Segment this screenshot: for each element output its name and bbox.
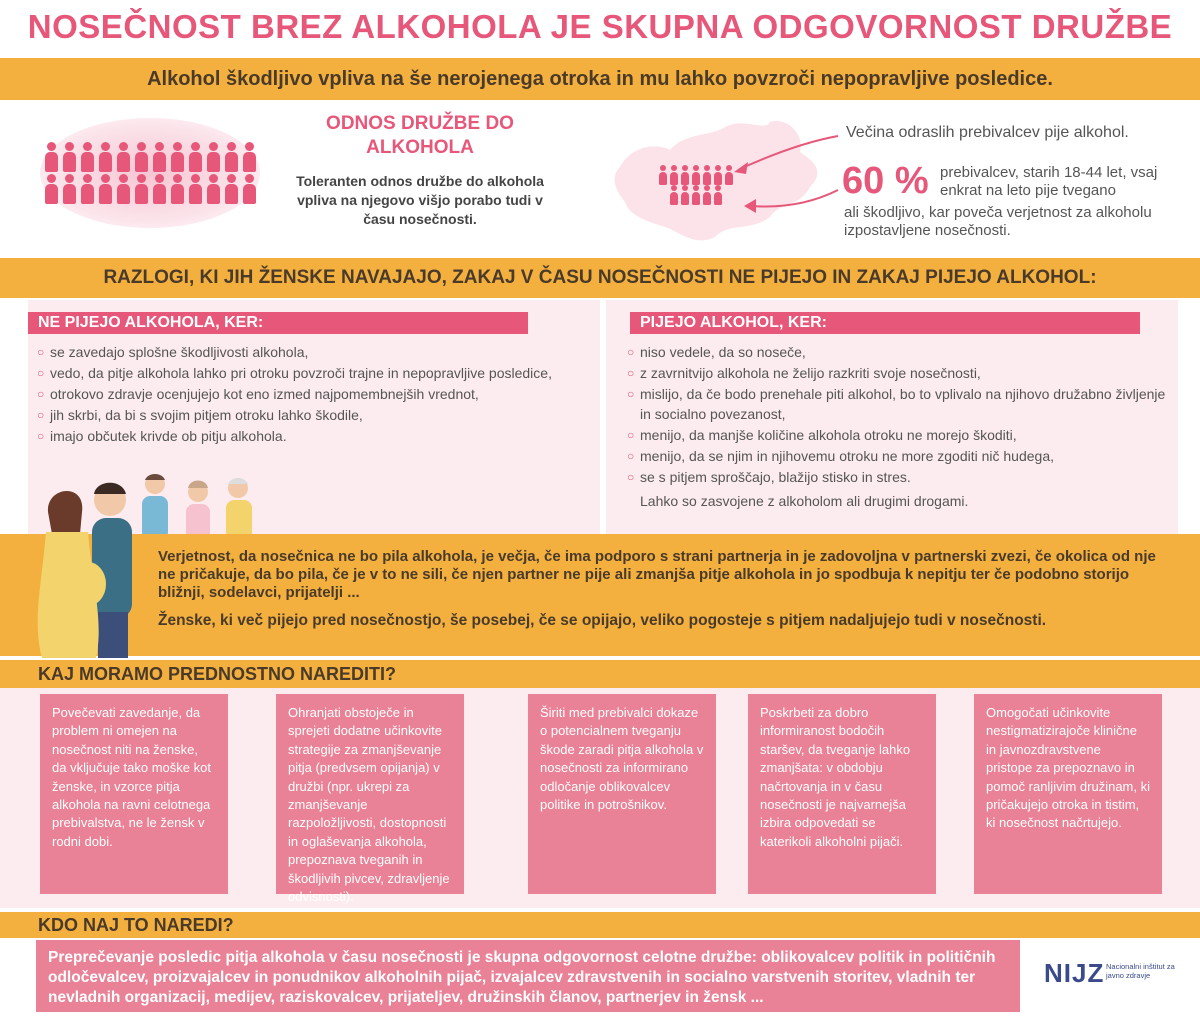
person-icon	[116, 142, 130, 172]
odnos-title: ODNOS DRUŽBE DO ALKOHOLA	[326, 113, 514, 158]
stat-percent-text-cont: ali škodljivo, kar poveča verjetnost za alkoholu izpostavljene nosečnosti.	[844, 204, 1152, 239]
pijejo-extra: Lahko so zasvojene z alkoholom ali drugimi drogami.	[640, 493, 969, 509]
action-card: Omogočati učinkovite nestigmatizirajoče klinične in javnozdravstvene pristope za prepoznavo in pomoč ranljivim družinam, ki pričakujejo otroka in tistim, ki nosečnost načrtujejo.	[974, 694, 1162, 894]
person-icon	[188, 174, 202, 204]
subtitle: Alkohol škodljivo vpliva na še nerojenega otroka in mu lahko povzroči nepopravljive posledice.	[147, 68, 1053, 90]
list-item: ○ se zavedajo splošne škodljivosti alkohola,	[37, 344, 309, 360]
arrow-icon	[740, 186, 840, 216]
arrow-icon	[730, 126, 840, 176]
stat-majority: Večina odraslih prebivalcev pije alkohol.	[846, 124, 1129, 141]
action-card: Poskrbeti za dobro informiranost bodočih staršev, da tveganje lahko zmanjšata: v obdobju načrtovanja in v času nosečnosti je najvarnejša izbira odpovedati se katerikoli alkoholni pijači.	[748, 694, 936, 894]
person-icon	[62, 174, 76, 204]
list-item: ○ z zavrnitvijo alkohola ne želijo razkriti svoje nosečnosti,	[627, 365, 981, 381]
person-icon	[714, 185, 723, 205]
kdo-title: KDO NAJ TO NAREDI?	[38, 915, 234, 935]
stat-percent: 60 %	[842, 160, 929, 202]
ne-pijejo-heading: NE PIJEJO ALKOHOLA, KER:	[28, 312, 528, 334]
nijz-logo: NIJZ	[1044, 958, 1105, 988]
list-item: ○ menijo, da manjše količine alkohola otroku ne morejo škoditi,	[627, 427, 1017, 443]
person-icon	[242, 174, 256, 204]
person-icon	[188, 142, 202, 172]
bullet-icon: ○	[37, 408, 45, 422]
page-title: NOSEČNOST BREZ ALKOHOLA JE SKUPNA ODGOVORNOST DRUŽBE	[27, 8, 1173, 45]
person-icon	[242, 142, 256, 172]
person-icon	[670, 185, 679, 205]
bullet-icon: ○	[37, 387, 45, 401]
list-item: ○ vedo, da pitje alkohola lahko pri otroku povzroči trajne in nepopravljive posledice,	[37, 365, 552, 381]
bullet-icon: ○	[627, 345, 635, 359]
list-item: ○ niso vedele, da so noseče,	[627, 344, 806, 360]
bullet-icon: ○	[627, 470, 635, 484]
person-icon	[703, 185, 712, 205]
list-item: ○ se s pitjem sproščajo, blažijo stisko in stres.	[627, 469, 911, 485]
person-icon	[670, 165, 679, 185]
actions-title: KAJ MORAMO PREDNOSTNO NAREDITI?	[38, 664, 397, 684]
odnos-text: Toleranten odnos družbe do alkohola vpliva na njegovo višjo porabo tudi v času nosečnosti.	[296, 173, 544, 227]
action-card: Širiti med prebivalci dokaze o potencialnem tveganju škode zaradi pitja alkohola v nosečnosti za informirano odločanje oblikovalcev politike in potrošnikov.	[528, 694, 716, 894]
support-text-2: Ženske, ki več pijejo pred nosečnostjo, še posebej, če se opijajo, veliko pogosteje s pitjem nadaljujejo tudi v nosečnosti.	[158, 612, 1047, 629]
person-icon	[98, 174, 112, 204]
bullet-icon: ○	[627, 449, 635, 463]
bullet-icon: ○	[627, 366, 635, 380]
actions-band	[0, 660, 1200, 688]
nijz-logo-text: Nacionalni inštitut za javno zdravje	[1106, 962, 1175, 980]
ne-pijejo-list	[28, 342, 600, 446]
person-icon	[714, 165, 723, 185]
list-item: ○ jih skrbi, da bi s svojim pitjem otroku lahko škodile,	[37, 407, 363, 423]
person-icon	[224, 142, 238, 172]
bullet-icon: ○	[627, 387, 635, 401]
reasons-title: RAZLOGI, KI JIH ŽENSKE NAVAJAJO, ZAKAJ V ČASU NOSEČNOSTI NE PIJEJO IN ZAKAJ PIJEJO ALKOHOL:	[103, 267, 1097, 288]
pijejo-heading: PIJEJO ALKOHOL, KER:	[630, 312, 1140, 334]
person-icon	[206, 174, 220, 204]
person-icon	[681, 185, 690, 205]
person-icon	[80, 142, 94, 172]
map-crowd-illustration	[656, 160, 736, 210]
person-icon	[152, 174, 166, 204]
person-icon	[116, 174, 130, 204]
bullet-icon: ○	[627, 428, 635, 442]
person-icon	[62, 142, 76, 172]
subtitle-band	[0, 58, 1200, 100]
action-card: Povečevati zavedanje, da problem ni omejen na nosečnost niti na ženske, da vključuje tako moške kot ženske, in vzorce pitja alkohola na ravni celotnega prebivalstva, ne le žensk v rodni dobi.	[40, 694, 228, 894]
person-icon	[692, 165, 701, 185]
crowd-illustration	[40, 118, 260, 228]
list-item: ○ imajo občutek krivde ob pitju alkohola.	[37, 428, 287, 444]
bullet-icon: ○	[37, 345, 45, 359]
person-icon	[98, 142, 112, 172]
person-icon	[170, 174, 184, 204]
action-card: Ohranjati obstoječe in sprejeti dodatne učinkovite strategije za zmanjševanje pitja (predvsem opijanja) v družbi (npr. ukrepi za zmanjševanje razpoložljivosti, dostopnosti in oglaševanja alkohola, prepoznava tveganih in škodljivih pivcev, zdravljenje odvisnosti).	[276, 694, 464, 894]
person-icon	[134, 142, 148, 172]
person-icon	[134, 174, 148, 204]
kdo-band	[0, 912, 1200, 938]
reasons-band	[0, 258, 1200, 298]
support-text: Verjetnost, da nosečnica ne bo pila alkohola, je večja, če ima podporo s strani partnerja in je zadovoljna v partnerski zvezi, če okolica od nje ne pričakuje, da bo pila, če je v to ne sili, če njen partner ne pije ali zmanjša pitje alkohola in jo spodbuja k nepitju ter če podobno storijo bližnji, sodelavci, prijatelji ...	[158, 548, 1156, 601]
person-icon	[44, 174, 58, 204]
list-item: ○ otrokovo zdravje ocenjujejo kot eno izmed najpomembnejših vrednot,	[37, 386, 479, 402]
stat-percent-text: prebivalcev, starih 18-44 let, vsaj enkrat na leto pije tvegano	[940, 164, 1158, 199]
person-icon	[224, 174, 238, 204]
person-icon	[152, 142, 166, 172]
bullet-icon: ○	[37, 366, 45, 380]
bullet-icon: ○	[37, 429, 45, 443]
person-icon	[703, 165, 712, 185]
list-item: ○ menijo, da se njim in njihovemu otroku ne more zgoditi nič hudega,	[627, 448, 1055, 464]
person-icon	[80, 174, 94, 204]
person-icon	[681, 165, 690, 185]
list-item: ○ mislijo, da če bodo prenehale piti alkohol, bo to vplivalo na njihovo družabno življenje in socialno povezanost,	[627, 386, 1166, 422]
person-icon	[170, 142, 184, 172]
person-icon	[44, 142, 58, 172]
kdo-text: Preprečevanje posledic pitja alkohola v času nosečnosti je skupna odgovornost celotne družbe: oblikovalcev politik in političnih odločevalcev, proizvajalcev in ponudnikov alkoholnih pijač, izvajalcev zdravstvenih in socialno varstvenih storitev, vladnih ter nevladnih organizacij, medijev, raziskovalcev, prijateljev, družinskih članov, partnerjev in žensk ...	[36, 940, 1020, 1012]
pijejo-panel	[606, 300, 1178, 534]
person-icon	[692, 185, 701, 205]
couple-icon	[22, 472, 162, 658]
person-icon	[659, 165, 668, 185]
person-icon	[206, 142, 220, 172]
pijejo-list	[606, 342, 1178, 487]
